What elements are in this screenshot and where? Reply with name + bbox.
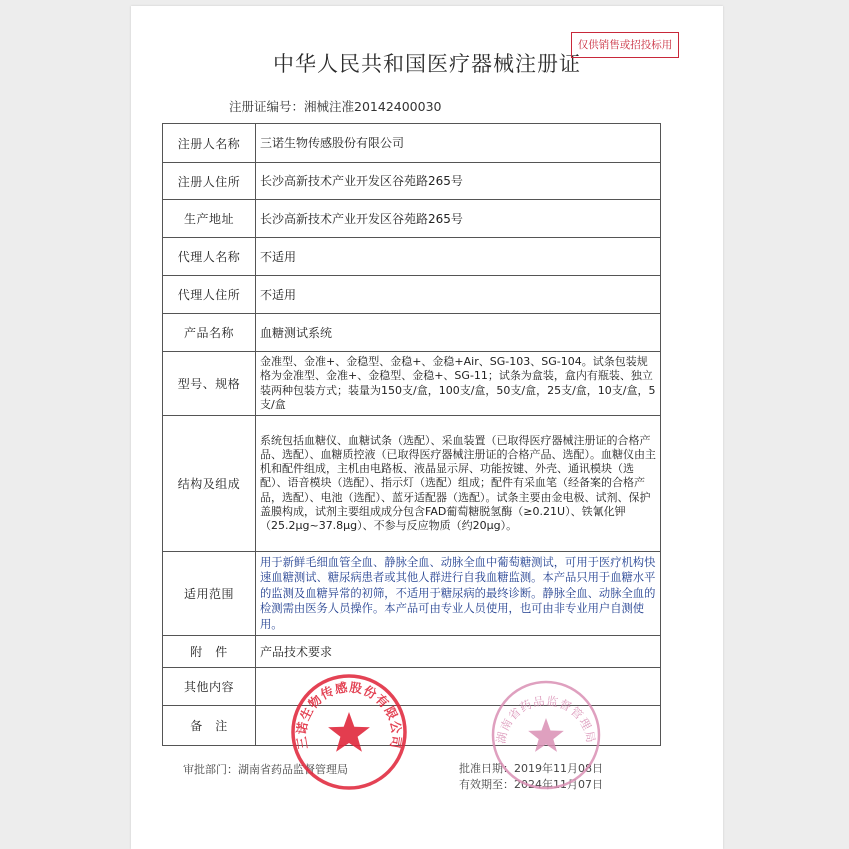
dates-block <box>459 761 603 793</box>
row-label: 注册人名称 <box>163 124 256 163</box>
row-value: 三诺生物传感股份有限公司 <box>256 124 661 163</box>
certificate-page <box>131 6 723 849</box>
row-value <box>256 706 661 746</box>
table-row <box>163 200 661 238</box>
reg-no-label: 注册证编号： <box>229 99 305 114</box>
table-row <box>163 636 661 668</box>
table-row <box>163 352 661 416</box>
table-row <box>163 163 661 200</box>
approval-authority: 审批部门：湖南省药品监督管理局 <box>183 763 348 776</box>
table-row <box>163 706 661 746</box>
row-label: 备 注 <box>163 706 256 746</box>
row-label: 注册人住所 <box>163 163 256 200</box>
authority-seal-text: 湖南省药品监督管理局 <box>493 693 599 745</box>
row-label: 代理人名称 <box>163 238 256 276</box>
row-label: 生产地址 <box>163 200 256 238</box>
row-label: 附 件 <box>163 636 256 668</box>
row-value: 血糖测试系统 <box>256 314 661 352</box>
table-row <box>163 552 661 636</box>
row-label: 其他内容 <box>163 668 256 706</box>
expiry-date: 有效期至：2024年11月07日 <box>459 778 603 791</box>
approval-date: 批准日期：2019年11月08日 <box>459 762 603 775</box>
row-value: 用于新鲜毛细血管全血、静脉全血、动脉全血中葡萄糖测试，可用于医疗机构快速血糖测试、糖尿病患者或其他人群进行自我血糖监测。本产品只用于血糖水平的监测及血糖异常的初筛，不适用于糖尿病的最终诊断。静脉全血、动脉全血的检测需由医务人员操作。本产品可由专业人员使用，也可由非专业用户自测使用。 <box>256 552 661 636</box>
table-row <box>163 124 661 163</box>
page-title: 中华人民共和国医疗器械注册证 <box>273 52 581 76</box>
table-row <box>163 416 661 552</box>
usage-label: 仅供销售或招投标用 <box>571 32 679 58</box>
table-row <box>163 668 661 706</box>
row-label: 产品名称 <box>163 314 256 352</box>
row-value: 系统包括血糖仪、血糖试条（选配）、采血装置（已取得医疗器械注册证的合格产品、选配）、血糖质控液（已取得医疗器械注册证的合格产品、选配）。血糖仪由主机和配件组成，主机由电路板、液晶显示屏、功能按键、外壳、通讯模块（选配）、语音模块（选配）、指示灯（选配）组成；配件有采血笔（经备案的合格产品，选配）、电池（选配）、蓝牙适配器（选配）。试条主要由金电极、试剂、保护盖膜构成，试剂主要组成成分包含FAD葡萄糖脱氢酶（≥0.21U）、铁氰化钾（25.2μg~37.8μg）、不参与反应物质（约20μg）。 <box>256 416 661 552</box>
row-value <box>256 668 661 706</box>
certificate-table <box>162 123 661 746</box>
row-value: 不适用 <box>256 276 661 314</box>
row-value: 产品技术要求 <box>256 636 661 668</box>
reg-no-value: 湘械注准20142400030 <box>304 99 442 114</box>
row-label: 代理人住所 <box>163 276 256 314</box>
row-label: 适用范围 <box>163 552 256 636</box>
row-value: 长沙高新技术产业开发区谷苑路265号 <box>256 200 661 238</box>
company-seal-text: 三诺生物传感股份有限公司 <box>293 679 405 751</box>
row-value: 金准型、金准+、金稳型、金稳+、金稳+Air、SG-103、SG-104。试条包装规格为金准型、金准+、金稳型、金稳+、SG-11；试条为盒装，盒内有瓶装、独立装两种包装方式；装量为150支/盒，100支/盒，50支/盒，25支/盒，10支/盒，5支/盒 <box>256 352 661 416</box>
row-label: 结构及组成 <box>163 416 256 552</box>
row-value: 长沙高新技术产业开发区谷苑路265号 <box>256 163 661 200</box>
row-value: 不适用 <box>256 238 661 276</box>
registration-number <box>229 97 442 115</box>
table-row <box>163 314 661 352</box>
table-row <box>163 276 661 314</box>
row-label: 型号、规格 <box>163 352 256 416</box>
table-row <box>163 238 661 276</box>
